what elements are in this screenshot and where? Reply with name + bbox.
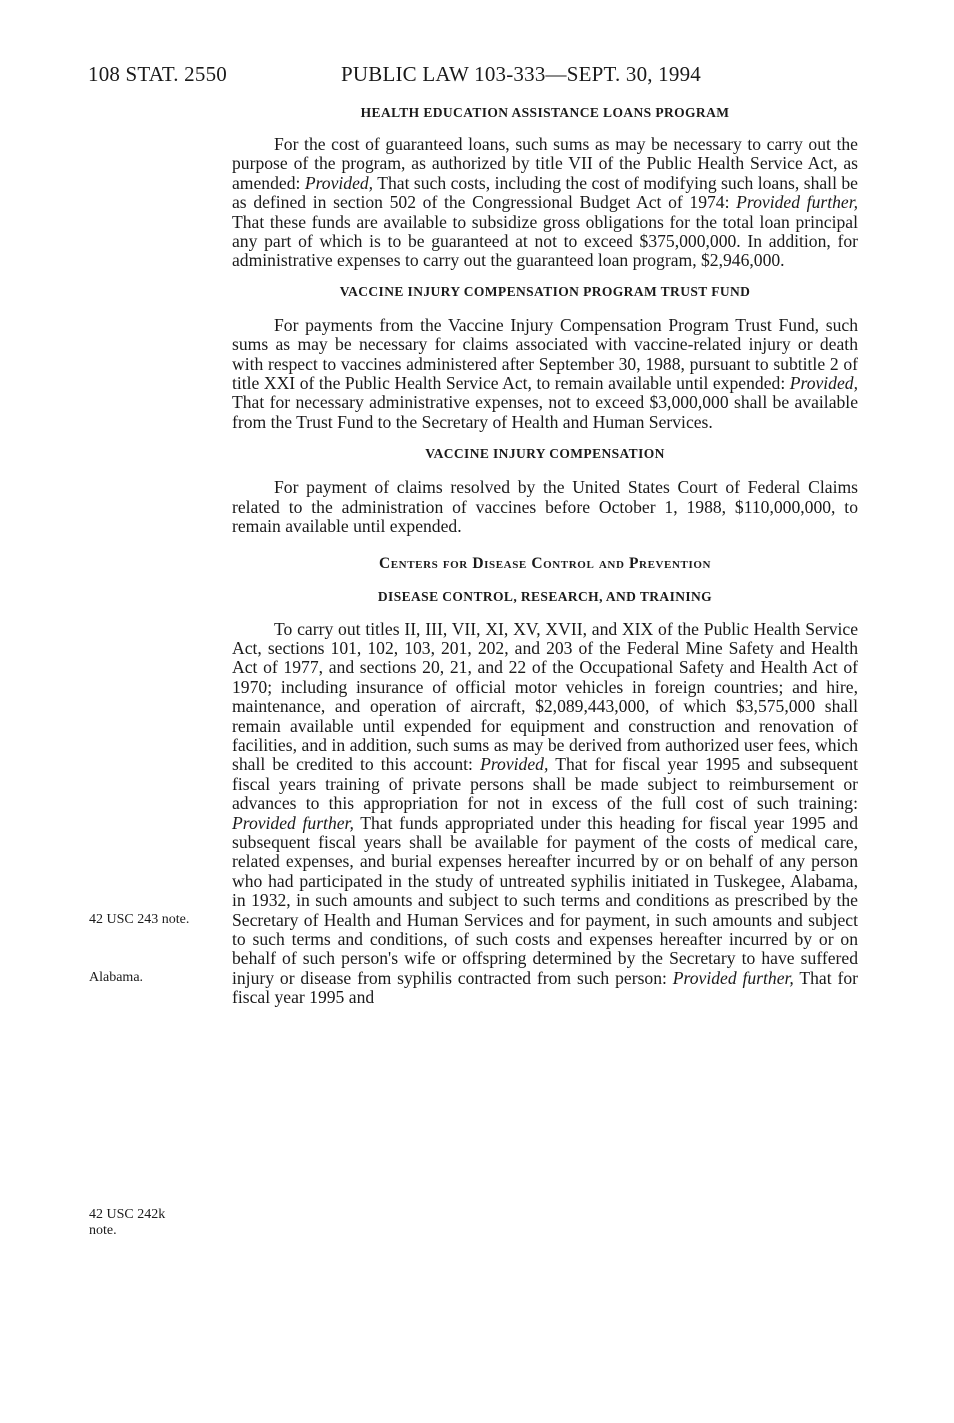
section-paragraph (232, 478, 858, 536)
italic-text: Provided, (304, 172, 374, 193)
margin-note-usc-243: 42 USC 243 note. (89, 912, 190, 927)
margin-note-line: note. (89, 1223, 117, 1238)
main-text-column (232, 105, 858, 1008)
text-run: For payments from the Vaccine Injury Compensation Program Trust Fund, such sums as may be necessary for claims associated with vaccine-related injury or death with respect to vaccines administered after September 30, 1988, pursuant to subtitle 2 of title XXI of the Public Health Service Act, to remain available until expended: (232, 314, 858, 394)
margin-note-usc-242k (89, 1207, 165, 1239)
section-paragraph (232, 135, 858, 271)
page-header-stat: 108 STAT. 2550 (88, 62, 227, 86)
italic-text: Provided, (789, 373, 858, 394)
text-run: That such costs, including the cost of modifying such loans, shall be as defined in section 502 of the Congressional Budget Act of 1974: (232, 172, 858, 213)
text-run: For the cost of guaranteed loans, such sums as may be necessary to carry out the purpose of the program, as authorized by title VII of the Public Health Service Act, as amended: (232, 134, 858, 193)
margin-note-line: 42 USC 242k (89, 1207, 166, 1222)
text-run: That for necessary administrative expenses, not to exceed $3,000,000 shall be available from the Trust Fund to the Secretary of Health and Human Services. (232, 392, 858, 432)
section-paragraph (232, 316, 858, 432)
text-run: For payment of claims resolved by the United States Court of Federal Claims related to the administration of vaccines before October 1, 1988, $110,000,000, to remain available until expended. (232, 477, 858, 537)
agency-heading: Centers for Disease Control and Prevention (378, 554, 712, 572)
section-paragraph (232, 620, 858, 1008)
text-run: That for fiscal year 1995 and subsequent fiscal years training of private persons shall be made subject to reimbursement or advances to this appropriation for not in excess of the full cost of such training: (232, 754, 859, 814)
italic-text: Provided, (480, 754, 549, 775)
text-run: That funds appropriated under this heading for fiscal year 1995 and subsequent fiscal years shall be available for payment of the costs of medical care, related expenses, and burial expenses hereafter incurred by or on behalf of any person who had participated in the study of untreated syphilis initiated in Tuskegee, Alabama, in 1932, in such amounts and subject to such terms and conditions as prescribed by the Secretary of Health and Human Services and for payment, in such amounts and subject to such terms and conditions, of such costs and expenses hereafter incurred by or on behalf of such person's wife or offspring determined by the Secretary to have suffered injury or disease from syphilis contracted from such person: (232, 812, 858, 988)
text-run: That for fiscal year 1995 and (232, 967, 858, 1008)
margin-note-alabama: Alabama. (89, 970, 144, 985)
text-run: To carry out titles II, III, VII, XI, XV, XVII, and XIX of the Public Health Service Act, sections 101, 102, 103, 201, 202, and 203 of the Federal Mine Safety and Health Act of 1977, and sections 20, 21, and 22 of the Occupational Safety and Health Act of 1970; including insurance of official motor vehicles in foreign countries; and hire, maintenance, and operation of aircraft, $2,089,443,000, of which $3,575,000 shall remain available until expended for equipment and construction and renovation of facilities, and in addition, such sums as may be derived from authorized user fees, which shall be credited to this account: (232, 618, 858, 775)
italic-text: Provided further, (232, 812, 354, 833)
section-heading: HEALTH EDUCATION ASSISTANCE LOANS PROGRAM (360, 105, 730, 120)
italic-text: Provided further, (736, 192, 858, 213)
section-heading: DISEASE CONTROL, RESEARCH, AND TRAINING (377, 588, 713, 604)
page-header-law: PUBLIC LAW 103-333—SEPT. 30, 1994 (341, 62, 701, 86)
text-run: That these funds are available to subsidize gross obligations for the total loan principal any part of which is to be guaranteed at not to exceed $375,000,000. In addition, for administrative expenses to carry out the guaranteed loan program, $2,946,000. (232, 211, 858, 271)
italic-text: Provided further, (672, 967, 794, 988)
section-heading: VACCINE INJURY COMPENSATION PROGRAM TRUST FUND (339, 283, 751, 299)
section-heading: VACCINE INJURY COMPENSATION (425, 446, 665, 462)
